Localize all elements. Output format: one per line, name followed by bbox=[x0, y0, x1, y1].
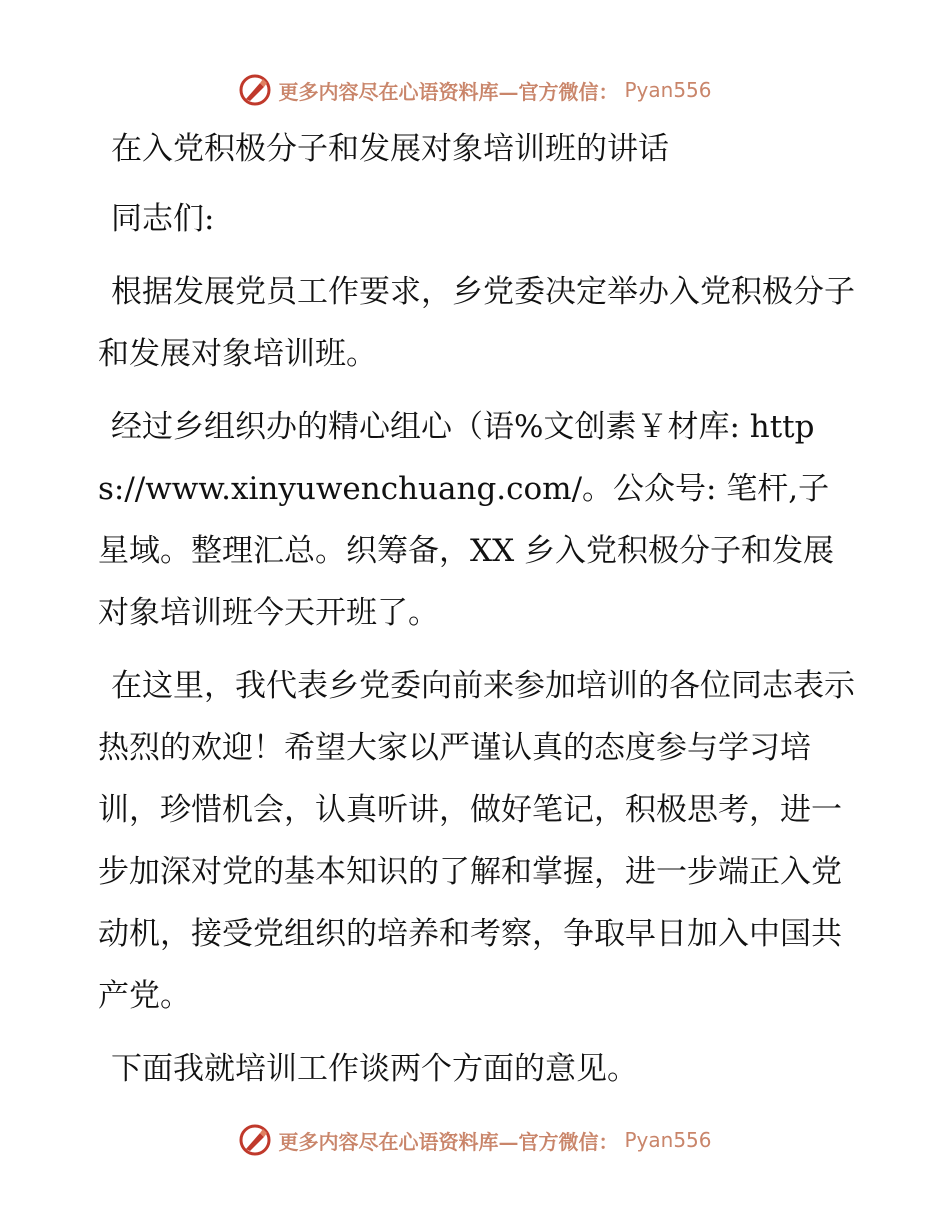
greeting: 同志们: bbox=[111, 201, 215, 237]
pen-logo-icon bbox=[238, 73, 272, 107]
document-title: 在入党积极分子和发展对象培训班的讲话 bbox=[111, 131, 669, 167]
footer-banner-text: 更多内容尽在心语资料库—官方微信： bbox=[278, 1129, 619, 1154]
paragraph-4: 下面我就培训工作谈两个方面的意见。 bbox=[111, 1051, 638, 1087]
paragraph-1: 根据发展党员工作要求，乡党委决定举办入党积极分子和发展对象培训班。 bbox=[98, 274, 855, 372]
paragraph-3: 在这里，我代表乡党委向前来参加培训的各位同志表示热烈的欢迎！希望大家以严谨认真的态度参与学习培训，珍惜机会，认真听讲，做好笔记，积极思考，进一步加深对党的基本知识的了解和掌握，进一步端正入党动机，接受党组织的培养和考察，争取早日加入中国共产党。 bbox=[98, 668, 855, 1014]
header-banner bbox=[0, 68, 950, 112]
pen-logo-icon bbox=[238, 1123, 272, 1157]
footer-wechat-id: Pyan556 bbox=[624, 1128, 712, 1152]
header-banner-text: 更多内容尽在心语资料库—官方微信： bbox=[278, 79, 619, 104]
footer-banner bbox=[0, 1118, 950, 1162]
paragraph-2: 经过乡组织办的精心组心（语%文创素￥材库: https://www.xinyuwenchuang.com/。公众号: 笔杆,子星域。整理汇总。织筹备，XX 乡入党积极分子和发展对象培训班今天开班了。 bbox=[98, 409, 834, 631]
document-body bbox=[98, 118, 858, 1100]
header-wechat-id: Pyan556 bbox=[624, 78, 712, 102]
